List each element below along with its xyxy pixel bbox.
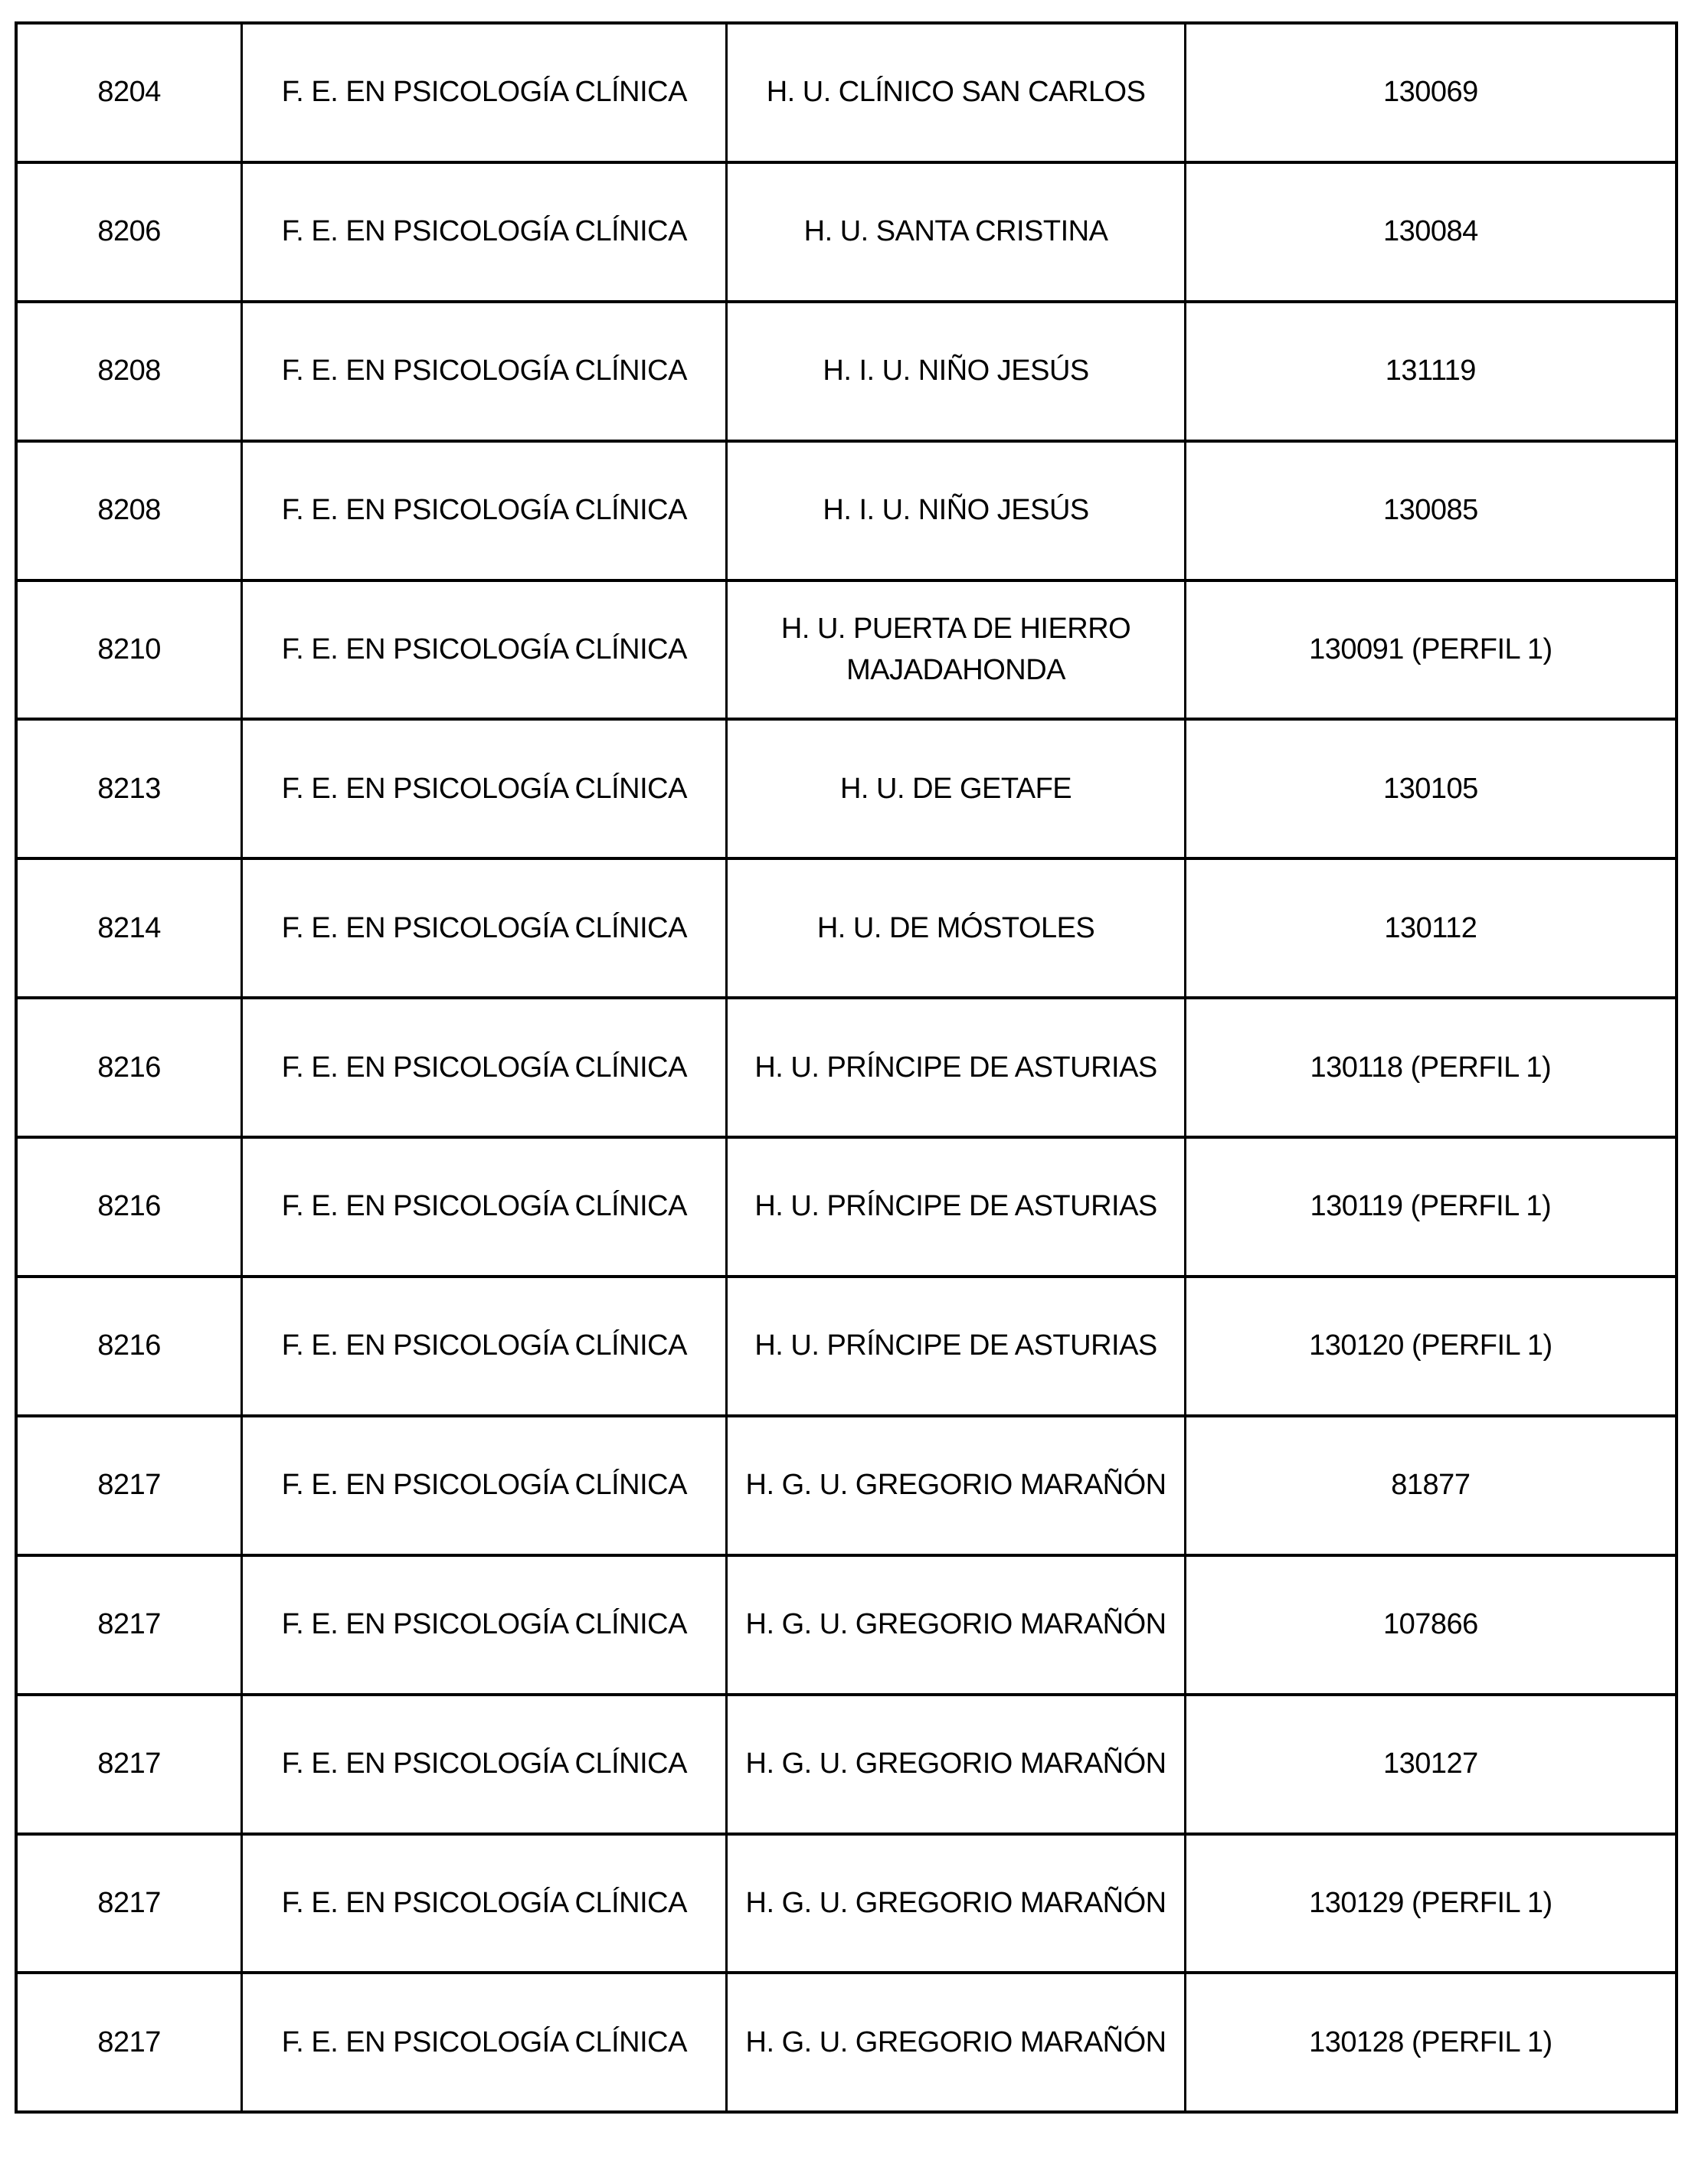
- specialty-cell: F. E. EN PSICOLOGÍA CLÍNICA: [242, 1695, 727, 1834]
- code-cell: 8214: [16, 858, 242, 998]
- number-cell: 130129 (PERFIL 1): [1185, 1834, 1677, 1973]
- table-row: [16, 1277, 1677, 1416]
- table-row: [16, 1555, 1677, 1695]
- table-row: [16, 302, 1677, 441]
- specialty-cell: F. E. EN PSICOLOGÍA CLÍNICA: [242, 302, 727, 441]
- center-cell: H. U. DE GETAFE: [727, 719, 1185, 858]
- specialty-cell: F. E. EN PSICOLOGÍA CLÍNICA: [242, 1973, 727, 2112]
- table-row: [16, 998, 1677, 1137]
- table-row: [16, 1695, 1677, 1834]
- center-cell: H. U. DE MÓSTOLES: [727, 858, 1185, 998]
- code-cell: 8204: [16, 23, 242, 162]
- number-cell: 130118 (PERFIL 1): [1185, 998, 1677, 1137]
- specialty-cell: F. E. EN PSICOLOGÍA CLÍNICA: [242, 23, 727, 162]
- code-cell: 8217: [16, 1695, 242, 1834]
- table-row: [16, 858, 1677, 998]
- table-row: [16, 1137, 1677, 1277]
- table-row: [16, 162, 1677, 302]
- number-cell: 130069: [1185, 23, 1677, 162]
- specialty-cell: F. E. EN PSICOLOGÍA CLÍNICA: [242, 719, 727, 858]
- code-cell: 8208: [16, 302, 242, 441]
- specialty-cell: F. E. EN PSICOLOGÍA CLÍNICA: [242, 1137, 727, 1277]
- table-row: [16, 1834, 1677, 1973]
- code-cell: 8216: [16, 998, 242, 1137]
- center-cell: H. I. U. NIÑO JESÚS: [727, 302, 1185, 441]
- table-row: [16, 23, 1677, 162]
- specialty-cell: F. E. EN PSICOLOGÍA CLÍNICA: [242, 580, 727, 720]
- center-cell: H. I. U. NIÑO JESÚS: [727, 441, 1185, 580]
- number-cell: 107866: [1185, 1555, 1677, 1695]
- number-cell: 130091 (PERFIL 1): [1185, 580, 1677, 720]
- code-cell: 8210: [16, 580, 242, 720]
- code-cell: 8217: [16, 1555, 242, 1695]
- code-cell: 8213: [16, 719, 242, 858]
- center-cell: H. G. U. GREGORIO MARAÑÓN: [727, 1973, 1185, 2112]
- code-cell: 8217: [16, 1834, 242, 1973]
- specialty-cell: F. E. EN PSICOLOGÍA CLÍNICA: [242, 441, 727, 580]
- center-cell: H. G. U. GREGORIO MARAÑÓN: [727, 1555, 1185, 1695]
- number-cell: 130128 (PERFIL 1): [1185, 1973, 1677, 2112]
- center-cell: H. U. PRÍNCIPE DE ASTURIAS: [727, 1277, 1185, 1416]
- center-cell: H. G. U. GREGORIO MARAÑÓN: [727, 1834, 1185, 1973]
- number-cell: 131119: [1185, 302, 1677, 441]
- number-cell: 130112: [1185, 858, 1677, 998]
- code-cell: 8216: [16, 1137, 242, 1277]
- center-cell: H. U. CLÍNICO SAN CARLOS: [727, 23, 1185, 162]
- specialty-cell: F. E. EN PSICOLOGÍA CLÍNICA: [242, 1555, 727, 1695]
- code-cell: 8216: [16, 1277, 242, 1416]
- specialty-cell: F. E. EN PSICOLOGÍA CLÍNICA: [242, 1277, 727, 1416]
- center-cell: H. U. PUERTA DE HIERRO MAJADAHONDA: [727, 580, 1185, 720]
- table-row: [16, 1416, 1677, 1555]
- center-cell: H. U. SANTA CRISTINA: [727, 162, 1185, 302]
- number-cell: 130127: [1185, 1695, 1677, 1834]
- code-cell: 8217: [16, 1416, 242, 1555]
- center-cell: H. G. U. GREGORIO MARAÑÓN: [727, 1416, 1185, 1555]
- specialty-cell: F. E. EN PSICOLOGÍA CLÍNICA: [242, 998, 727, 1137]
- center-cell: H. U. PRÍNCIPE DE ASTURIAS: [727, 1137, 1185, 1277]
- document-page: [15, 21, 1678, 2111]
- number-cell: 130085: [1185, 441, 1677, 580]
- number-cell: 130084: [1185, 162, 1677, 302]
- table-row: [16, 719, 1677, 858]
- table-row: [16, 580, 1677, 720]
- code-cell: 8208: [16, 441, 242, 580]
- table-row: [16, 441, 1677, 580]
- code-cell: 8206: [16, 162, 242, 302]
- code-cell: 8217: [16, 1973, 242, 2112]
- placements-table: [15, 21, 1678, 2114]
- number-cell: 130120 (PERFIL 1): [1185, 1277, 1677, 1416]
- specialty-cell: F. E. EN PSICOLOGÍA CLÍNICA: [242, 858, 727, 998]
- specialty-cell: F. E. EN PSICOLOGÍA CLÍNICA: [242, 1834, 727, 1973]
- center-cell: H. U. PRÍNCIPE DE ASTURIAS: [727, 998, 1185, 1137]
- number-cell: 130105: [1185, 719, 1677, 858]
- center-cell: H. G. U. GREGORIO MARAÑÓN: [727, 1695, 1185, 1834]
- specialty-cell: F. E. EN PSICOLOGÍA CLÍNICA: [242, 1416, 727, 1555]
- number-cell: 81877: [1185, 1416, 1677, 1555]
- table-row: [16, 1973, 1677, 2112]
- specialty-cell: F. E. EN PSICOLOGÍA CLÍNICA: [242, 162, 727, 302]
- number-cell: 130119 (PERFIL 1): [1185, 1137, 1677, 1277]
